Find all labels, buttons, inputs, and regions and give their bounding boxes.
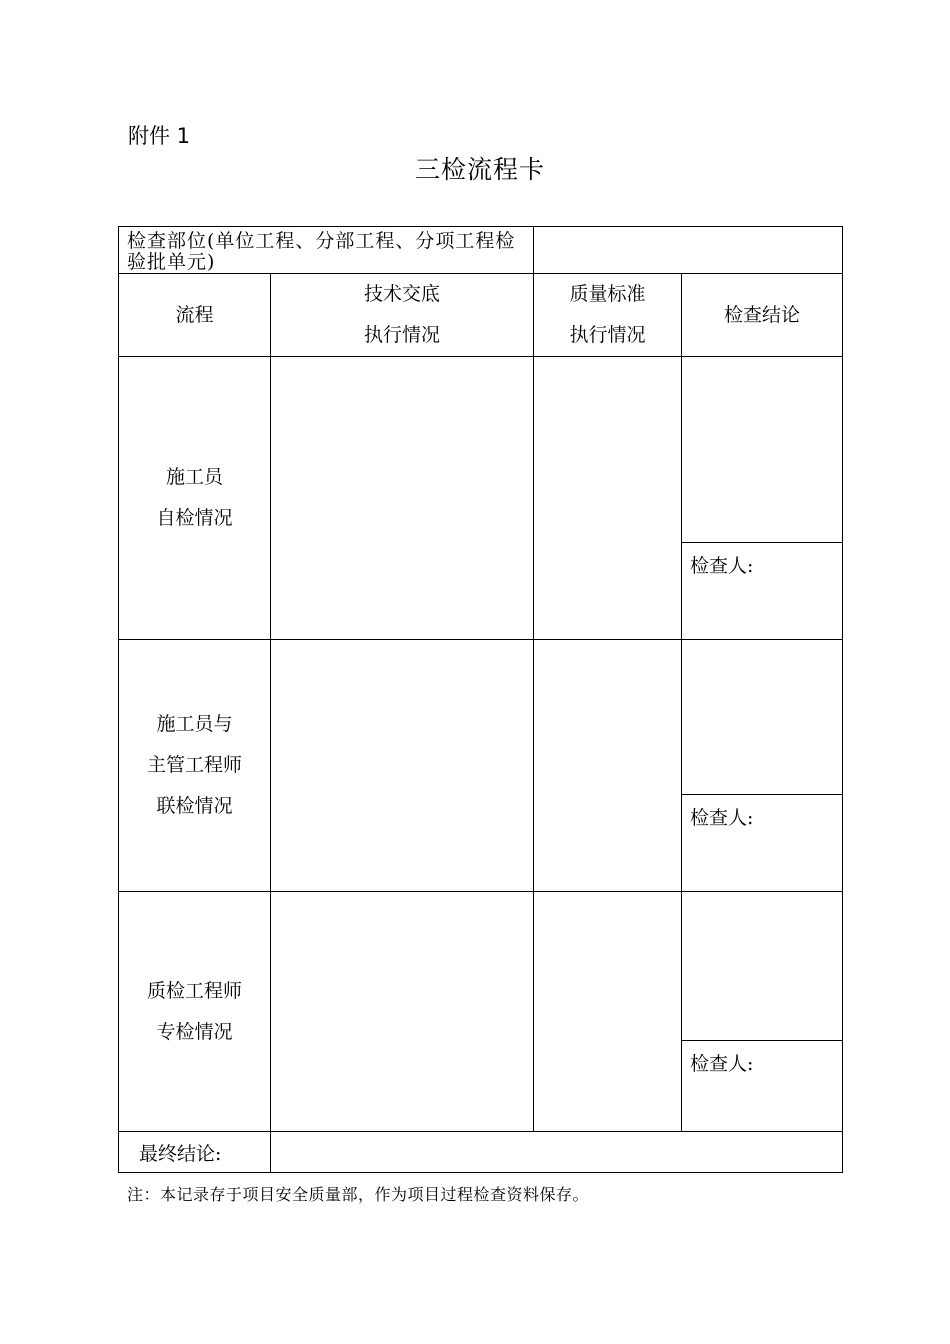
table-row bbox=[119, 357, 843, 543]
table-row bbox=[119, 640, 843, 795]
final-conclusion-label: 最终结论: bbox=[119, 1132, 271, 1173]
header-process: 流程 bbox=[119, 274, 271, 357]
table-row bbox=[119, 892, 843, 1041]
row-3-line-2: 专检情况 bbox=[156, 1020, 233, 1043]
row-2-tech-cell[interactable] bbox=[271, 640, 534, 892]
header-quality-line1: 质量标准 bbox=[569, 283, 646, 305]
row-1-line-1: 施工员 bbox=[165, 466, 223, 488]
row-1-label bbox=[119, 357, 271, 640]
row-3-quality-cell[interactable] bbox=[534, 892, 682, 1132]
attachment-label: 附件 1 bbox=[128, 124, 191, 148]
header-quality-standard bbox=[534, 274, 682, 357]
location-label: 检查部位(单位工程、分部工程、分项工程检验批单元) bbox=[119, 227, 534, 274]
page-title: 三检流程卡 bbox=[414, 155, 545, 184]
final-conclusion-cell[interactable] bbox=[271, 1132, 843, 1173]
row-3-checker[interactable]: 检查人: bbox=[682, 1041, 843, 1132]
row-1-checker[interactable]: 检查人: bbox=[682, 543, 843, 640]
row-2-line-1: 施工员与 bbox=[156, 713, 233, 735]
header-quality-line2: 执行情况 bbox=[569, 324, 646, 346]
row-2-checker[interactable]: 检查人: bbox=[682, 795, 843, 892]
row-1-line-2: 自检情况 bbox=[156, 507, 233, 529]
row-3-conclusion-cell[interactable] bbox=[682, 892, 843, 1041]
row-2-quality-cell[interactable] bbox=[534, 640, 682, 892]
header-tech-line1: 技术交底 bbox=[364, 283, 441, 305]
row-2-conclusion-cell[interactable] bbox=[682, 640, 843, 795]
row-3-tech-cell[interactable] bbox=[271, 892, 534, 1132]
row-1-quality-cell[interactable] bbox=[534, 357, 682, 640]
header-tech-disclosure bbox=[271, 274, 534, 357]
header-tech-line2: 执行情况 bbox=[364, 324, 441, 346]
inspection-form-table bbox=[118, 226, 843, 1173]
header-conclusion: 检查结论 bbox=[682, 274, 843, 357]
row-2-line-3: 联检情况 bbox=[156, 795, 233, 817]
row-2-line-2: 主管工程师 bbox=[146, 754, 242, 776]
row-3-label bbox=[119, 892, 271, 1132]
row-2-label bbox=[119, 640, 271, 892]
footer-note: 注：本记录存于项目安全质量部，作为项目过程检查资料保存。 bbox=[127, 1185, 590, 1204]
row-1-tech-cell[interactable] bbox=[271, 357, 534, 640]
location-value-cell[interactable] bbox=[534, 227, 843, 274]
row-1-conclusion-cell[interactable] bbox=[682, 357, 843, 543]
row-3-line-1: 质检工程师 bbox=[146, 979, 242, 1002]
